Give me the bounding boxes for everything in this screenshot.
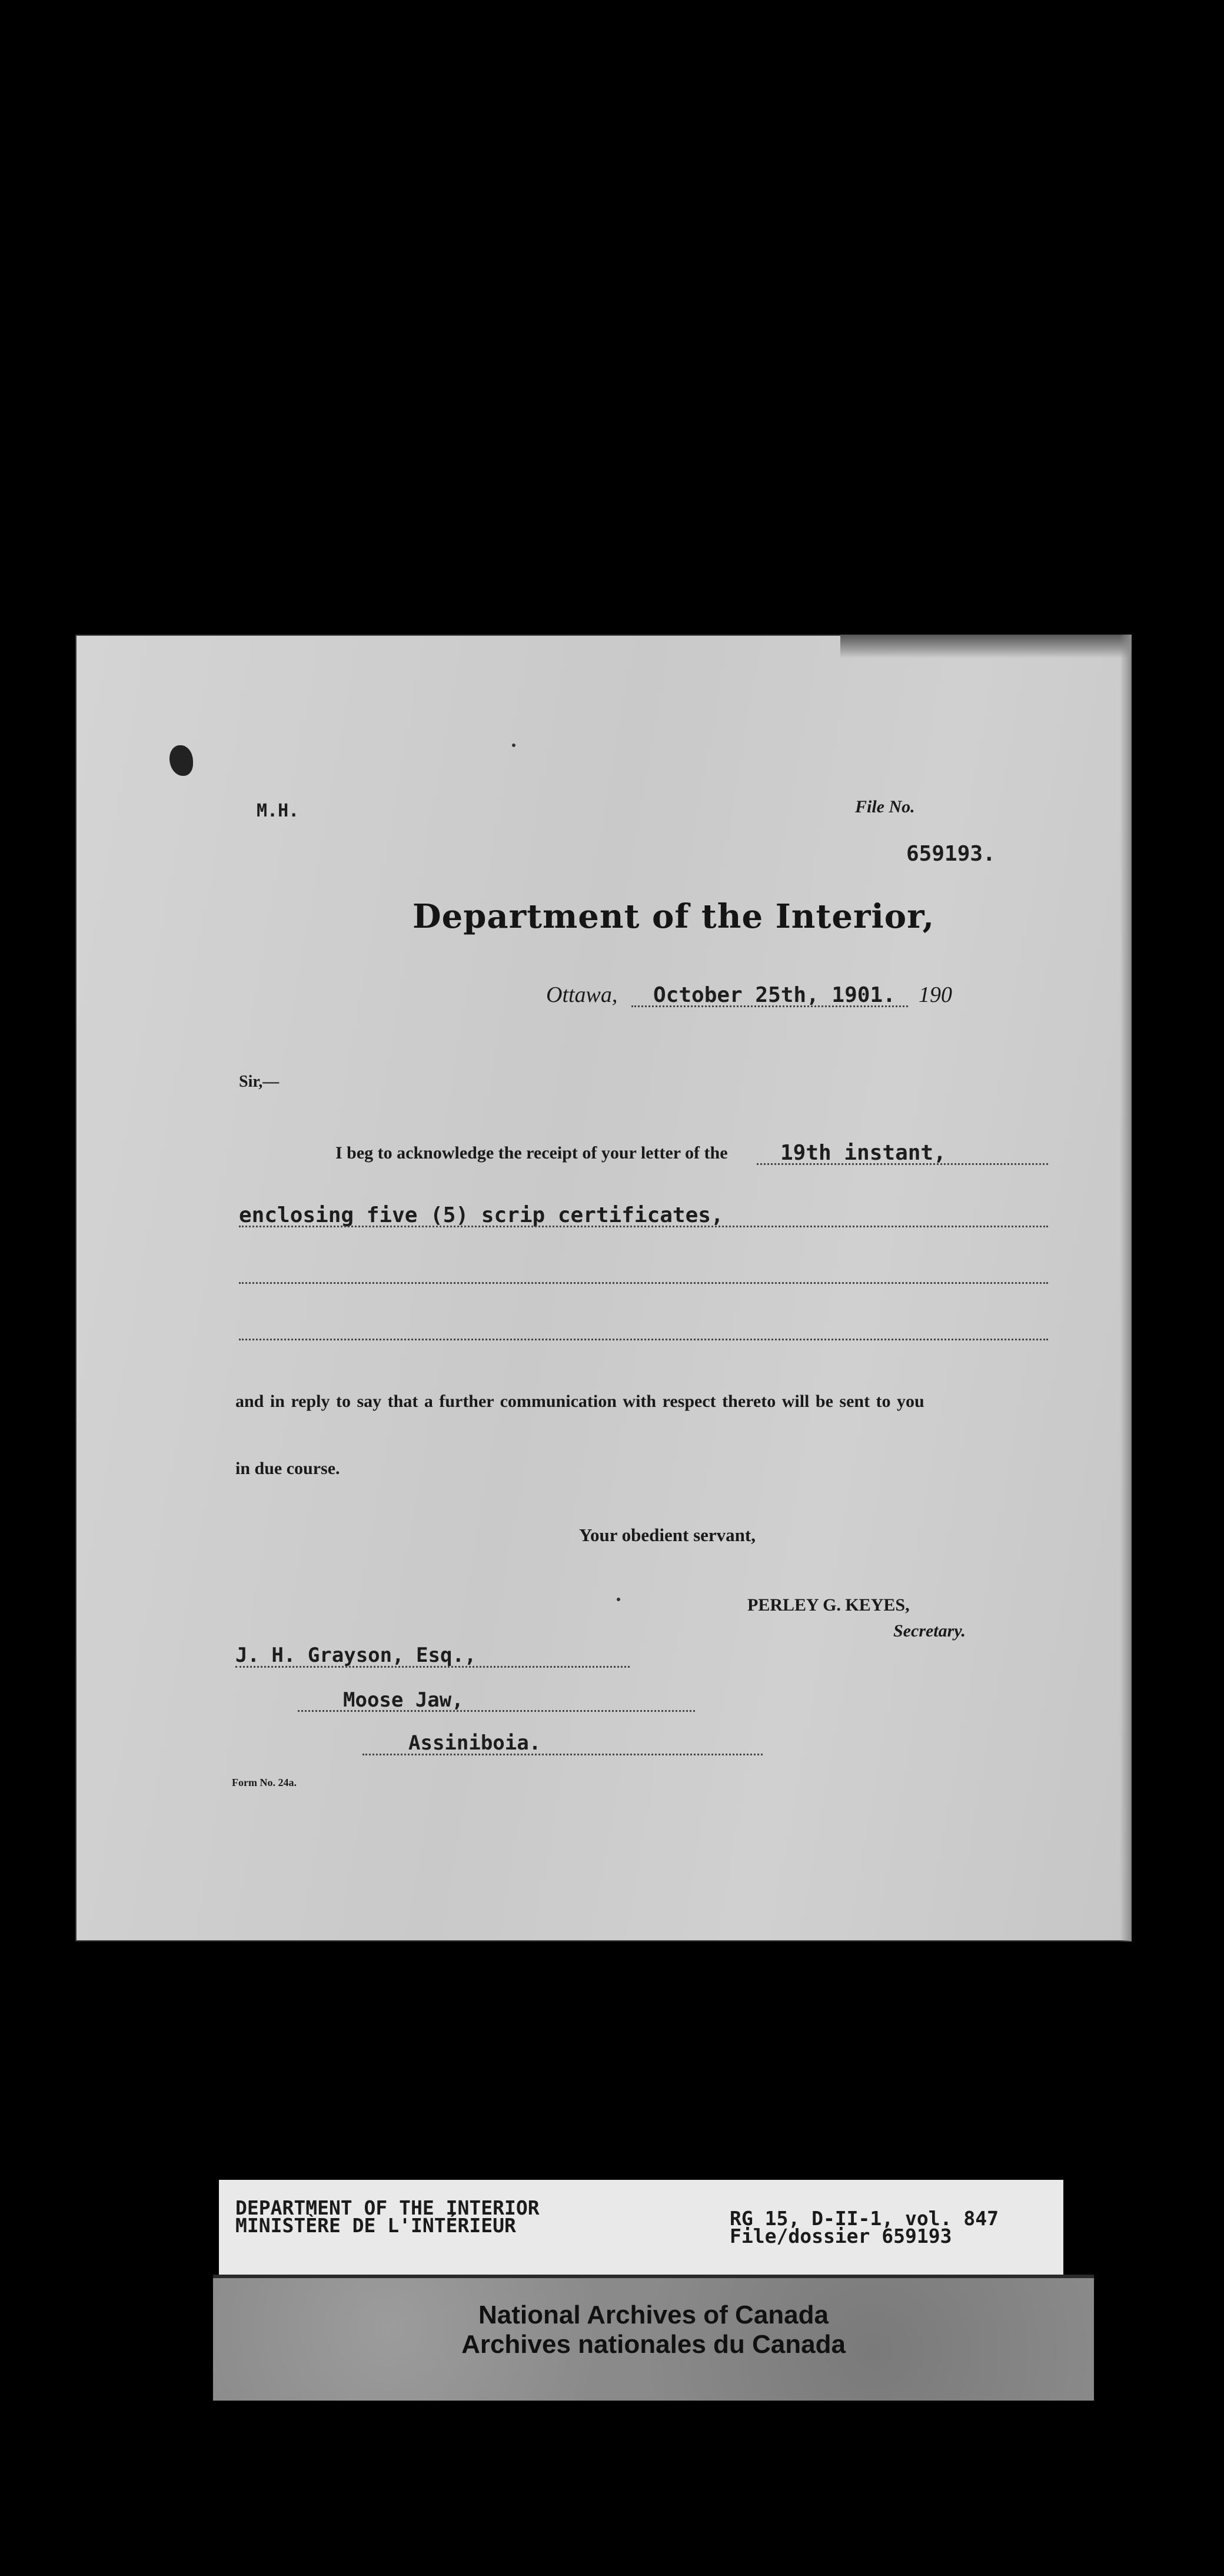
address-dotted-line-2 — [298, 1710, 695, 1712]
body-line-5: and in reply to say that a further communication with respect thereto will be sent to you — [235, 1392, 924, 1411]
page-top-edge-shadow — [840, 635, 1132, 658]
file-number: 659193. — [906, 842, 996, 866]
date-typed: October 25th, 1901. — [653, 983, 896, 1007]
letter-page — [75, 635, 1132, 1941]
address-dotted-line-3 — [362, 1754, 763, 1755]
file-no-label: File No. — [855, 797, 915, 816]
date-printed-year: 190 — [919, 982, 952, 1007]
form-number: Form No. 24a. — [232, 1777, 297, 1788]
speck-mark — [512, 743, 515, 747]
archive-file-number: File/dossier 659193 — [730, 2225, 952, 2248]
archive-dept-english: DEPARTMENT OF THE INTERIOR — [235, 2196, 540, 2219]
signer-title: Secretary. — [893, 1621, 966, 1641]
dotted-line-1 — [757, 1163, 1048, 1165]
dotted-line-4 — [239, 1339, 1048, 1340]
received-date-typed: 19th instant, — [780, 1141, 946, 1165]
page-right-crease — [1120, 635, 1132, 1941]
initials: M.H. — [257, 801, 300, 821]
addressee-city: Moose Jaw, — [343, 1688, 464, 1712]
archive-reference-label — [219, 2180, 1063, 2280]
archives-name-french: Archives nationales du Canada — [461, 2330, 846, 2359]
dotted-line-2 — [239, 1226, 1048, 1227]
letterhead-title: Department of the Interior, — [413, 897, 935, 936]
date-dotted-line — [631, 1005, 908, 1007]
salutation: Sir,— — [239, 1073, 280, 1091]
address-dotted-line-1 — [235, 1666, 630, 1668]
closing: Your obedient servant, — [579, 1525, 756, 1545]
national-archives-stamp — [213, 2275, 1094, 2401]
archive-dept-french: MINISTÈRE DE L'INTÉRIEUR — [235, 2214, 516, 2237]
signer-name: PERLEY G. KEYES, — [747, 1595, 910, 1615]
body-line-6: in due course. — [235, 1459, 340, 1478]
speck-mark — [617, 1598, 620, 1601]
place: Ottawa, — [546, 982, 618, 1007]
ink-blot-mark — [169, 745, 193, 776]
addressee-region: Assiniboia. — [408, 1731, 541, 1755]
body-line-2-typed: enclosing five (5) scrip certificates, — [239, 1203, 724, 1227]
addressee-name: J. H. Grayson, Esq., — [235, 1644, 477, 1667]
archives-name-english: National Archives of Canada — [478, 2301, 829, 2329]
archive-reference: RG 15, D-II-1, vol. 847 — [730, 2207, 999, 2230]
body-line-1: I beg to acknowledge the receipt of your letter of the — [335, 1143, 728, 1163]
dotted-line-3 — [239, 1282, 1048, 1284]
